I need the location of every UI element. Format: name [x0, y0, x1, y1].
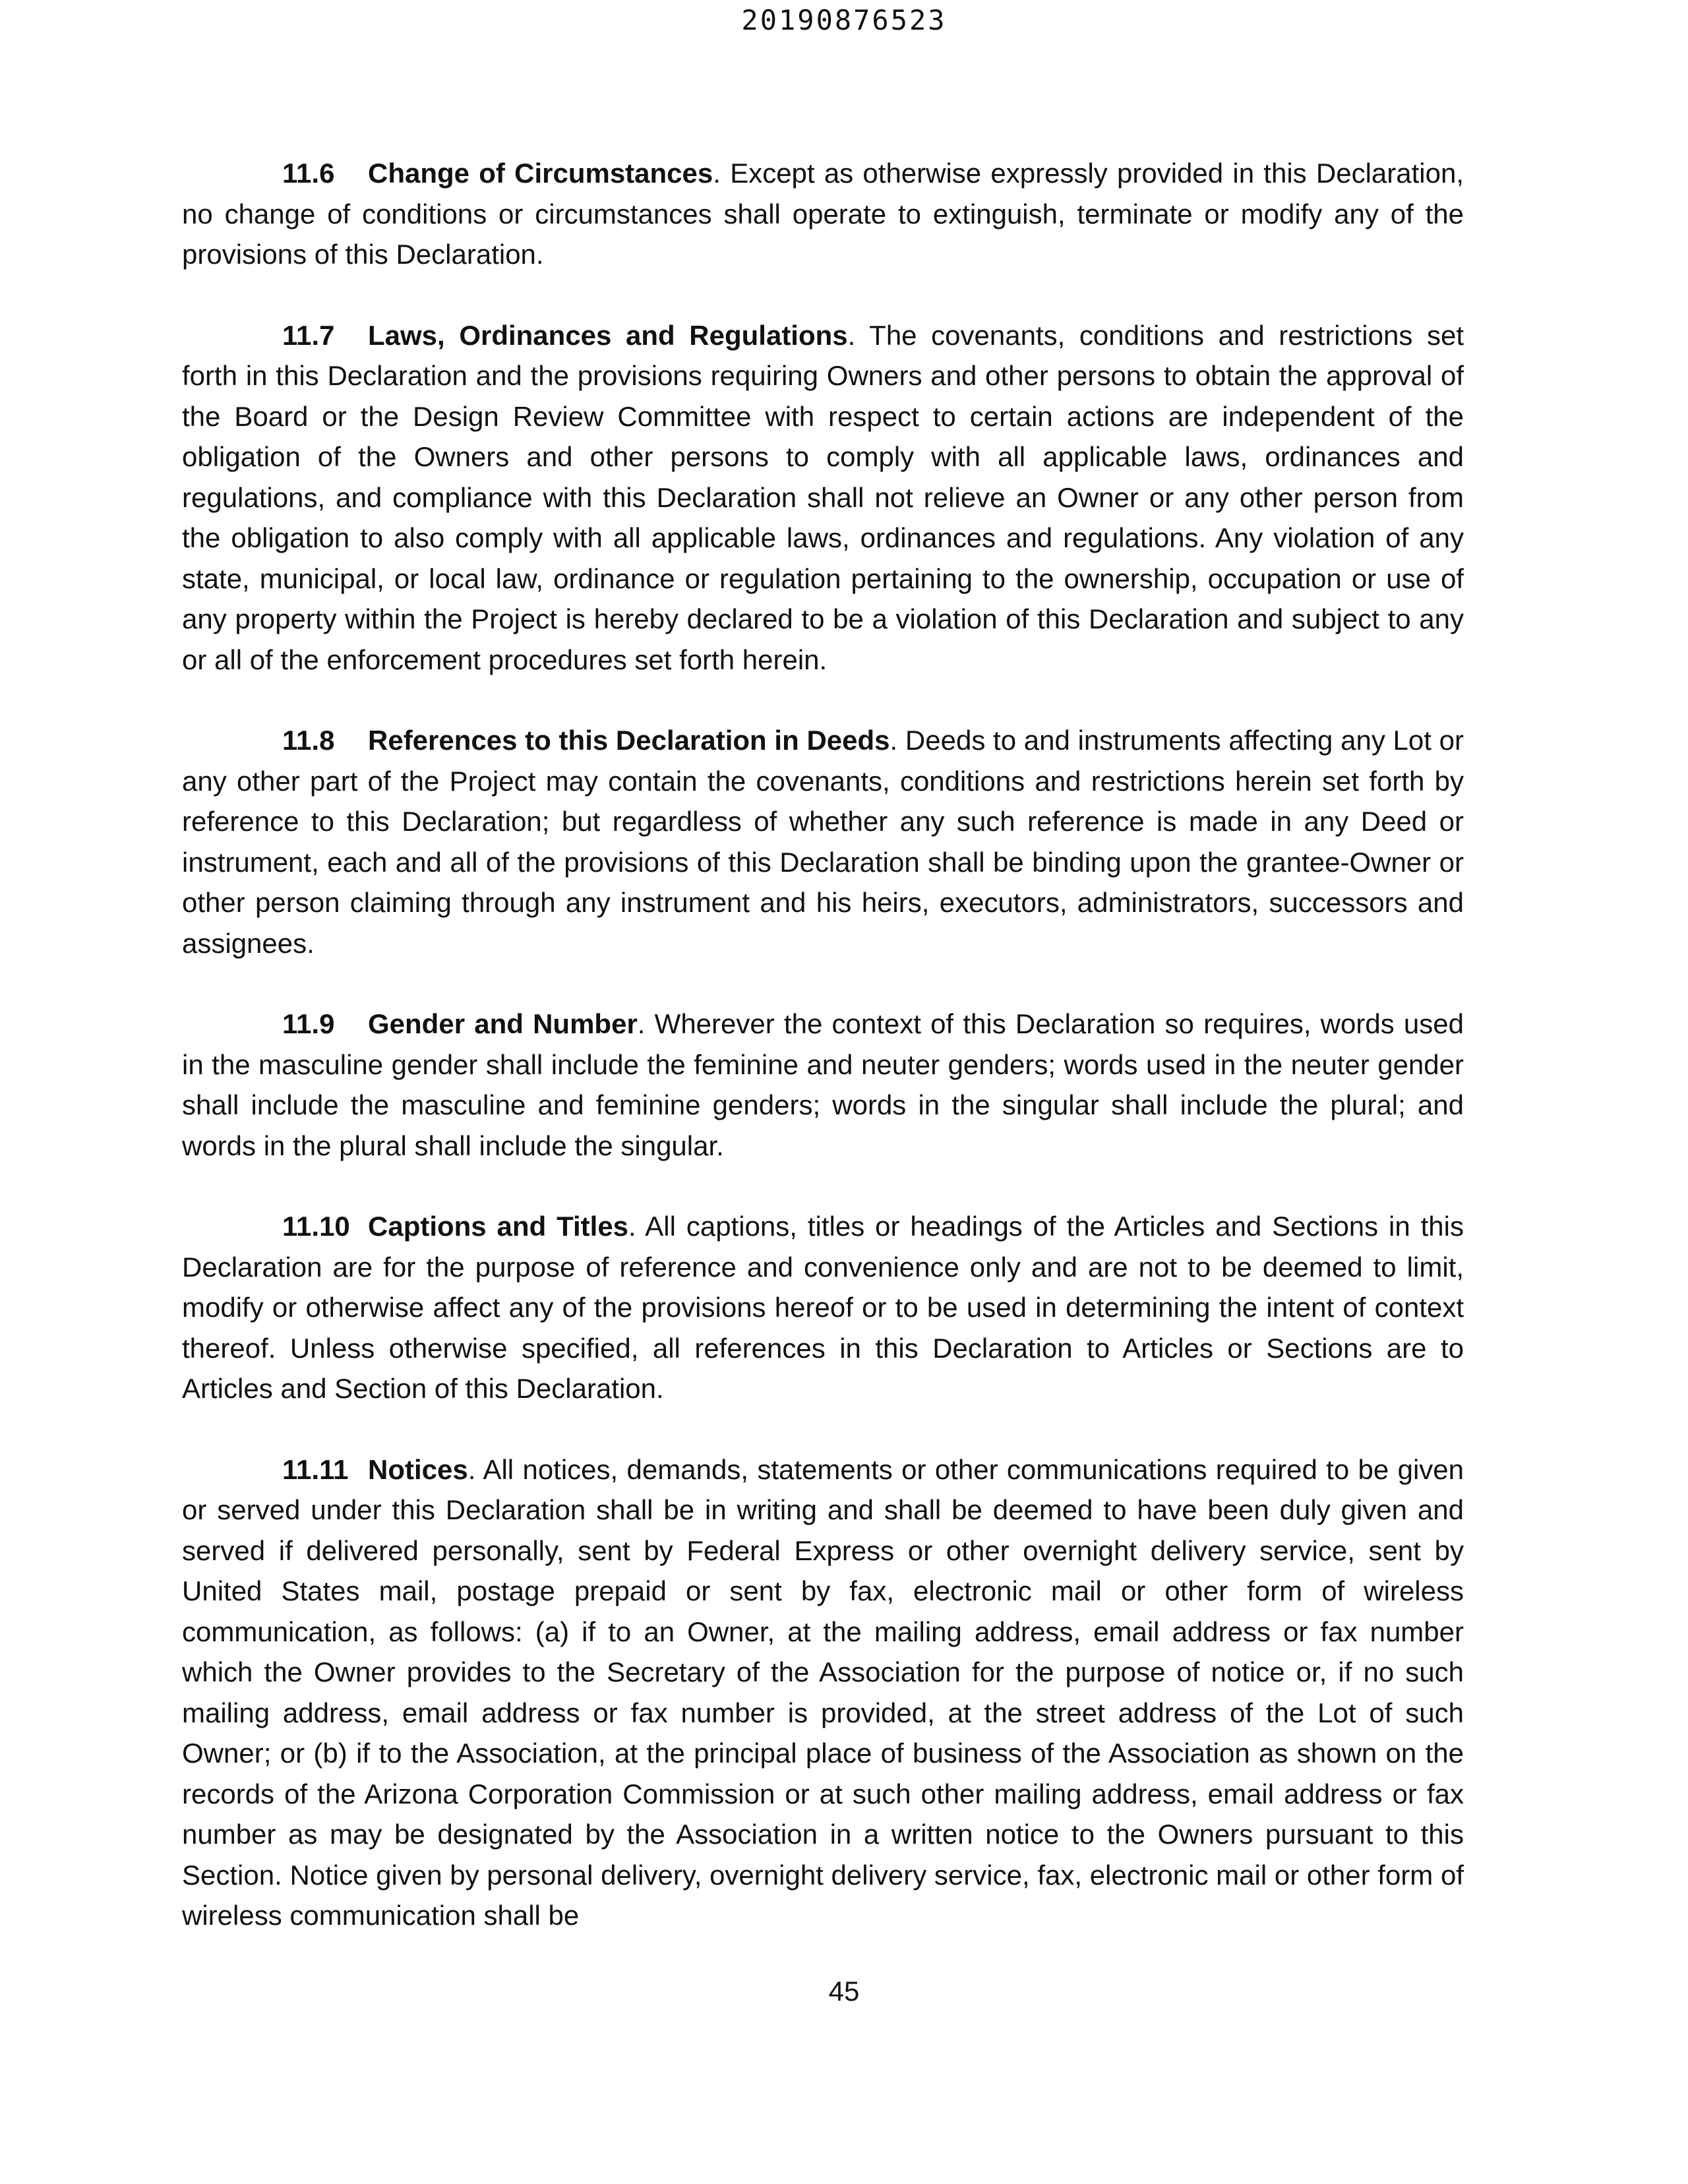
section-number: 11.11 [282, 1453, 349, 1485]
section-11-7 [182, 315, 1464, 681]
section-title: Gender and Number [368, 1008, 638, 1039]
document-body [182, 153, 1464, 1976]
section-11-9 [182, 1004, 1464, 1166]
section-text: All notices, demands, statements or other communications required to be given or served under this Declaration shall be in writing and shall be deemed to have been duly given and served if delivered personally, sent by Federal Express or other overnight delivery service, sent by United States mail, postage prepaid or sent by fax, electronic mail or other form of wireless communication, as follows: (a) if to an Owner, at the mailing address, email address or fax number which the Owner provides to the Secretary of the Association for the purpose of notice or, if no such mailing address, email address or fax number is provided, at the street address of the Lot of such Owner; or (b) if to the Association, at the principal place of business of the Association as shown on the records of the Arizona Corporation Commission or at such other mailing address, email address or fax number as may be designated by the Association in a written notice to the Owners pursuant to this Section. Notice given by personal delivery, overnight delivery service, fax, electronic mail or other form of wireless communication shall be [182, 1453, 1464, 1931]
page-number: 45 [828, 1976, 860, 2007]
section-number: 11.9 [282, 1008, 335, 1039]
section-title: Change of Circumstances [368, 158, 713, 189]
section-number: 11.10 [282, 1211, 350, 1242]
section-text: The covenants, conditions and restrictions set forth in this Declaration and the provisions requiring Owners and other persons to obtain the approval of the Board or the Design Review Committee with respect to certain actions are independent of the obligation of the Owners and other persons to comply with all applicable laws, ordinances and regulations, and compliance with this Declaration shall not relieve an Owner or any other person from the obligation to also comply with all applicable laws, ordinances and regulations. Any violation of any state, municipal, or local law, ordinance or regulation pertaining to the ownership, occupation or use of any property within the Project is hereby declared to be a violation of this Declaration and subject to any or all of the enforcement procedures set forth herein. [182, 319, 1464, 675]
section-title: Notices [368, 1453, 468, 1485]
section-title: References to this Declaration in Deeds [368, 725, 890, 756]
section-number: 11.6 [282, 158, 335, 189]
title-period: . [889, 725, 898, 756]
section-text: Deeds to and instruments affecting any Lot or any other part of the Project may contain the covenants, conditions and restrictions herein set forth by reference to this Declaration; but regardless of whether any such reference is made in any Deed or instrument, each and all of the provisions of this Declaration shall be binding upon the grantee-Owner or other person claiming through any instrument and his heirs, executors, administrators, successors and assignees. [182, 725, 1464, 959]
document-number: 20190876523 [741, 4, 947, 36]
section-11-8 [182, 720, 1464, 963]
section-text: Wherever the context of this Declaration so requires, words used in the masculine gender shall include the feminine and neuter genders; words used in the neuter gender shall include the masculine and feminine genders; words in the singular shall include the plural; and words in the plural shall include the singular. [182, 1008, 1464, 1161]
section-11-11 [182, 1449, 1464, 1936]
section-11-10 [182, 1206, 1464, 1409]
section-number: 11.8 [282, 725, 335, 756]
title-period: . [713, 158, 721, 189]
section-title: Laws, Ordinances and Regulations [368, 319, 848, 351]
section-number: 11.7 [282, 319, 335, 351]
title-period: . [628, 1211, 636, 1242]
title-period: . [467, 1453, 476, 1485]
section-text: Except as otherwise expressly provided in this Declaration, no change of conditions or circumstances shall operate to extinguish, terminate or modify any of the provisions of this Declaration. [182, 158, 1464, 270]
title-period: . [847, 319, 856, 351]
section-11-6 [182, 153, 1464, 275]
section-title: Captions and Titles [368, 1211, 629, 1242]
title-period: . [637, 1008, 646, 1039]
section-text: All captions, titles or headings of the Articles and Sections in this Declaration are for the purpose of reference and convenience only and are not to be deemed to limit, modify or otherwise affect any of the provisions hereof or to be used in determining the intent of context thereof. Unless otherwise specified, all references in this Declaration to Articles or Sections are to Articles and Section of this Declaration. [182, 1211, 1464, 1404]
